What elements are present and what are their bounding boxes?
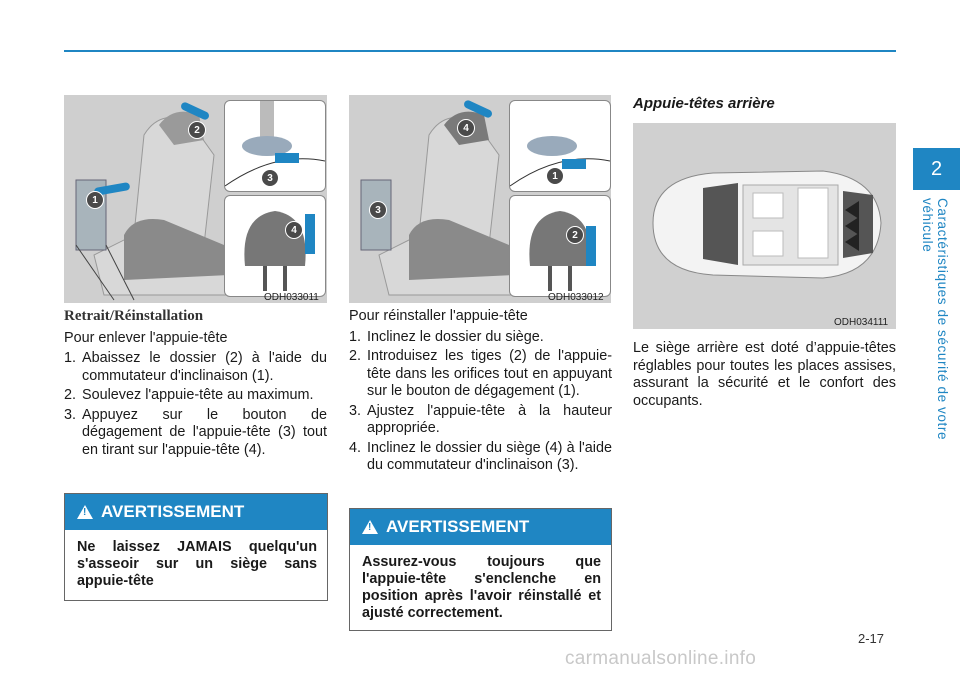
figure-rear-headrests [633, 123, 896, 329]
warning-text: Ne laissez JAMAIS quelqu'un s'asseoir sur un siège sans appuie-tête [77, 539, 317, 589]
header-rule [64, 50, 896, 52]
callout-3: 3 [261, 169, 279, 187]
headrest-inset [509, 195, 611, 297]
steps-list [64, 350, 327, 459]
list-item: 4. Inclinez le dossier du siège (4) à l'aide du commutateur d'inclinaison (3). [349, 439, 612, 473]
figure-headrest-reinstall [349, 95, 611, 303]
warning-box [349, 508, 612, 631]
column-1 [64, 308, 327, 461]
callout-2: 2 [566, 226, 584, 244]
column-3-body [633, 340, 896, 410]
callout-4: 4 [457, 119, 475, 137]
figure-code: ODH033011 [264, 292, 319, 303]
callout-1: 1 [546, 167, 564, 185]
list-item: 2. Soulevez l'appuie-tête au maximum. [64, 387, 314, 403]
push-arrow-icon [562, 159, 586, 169]
column-2 [349, 308, 612, 477]
list-item: 1. Inclinez le dossier du siège. [349, 328, 544, 345]
list-item: 1. Abaissez le dossier (2) à l'aide du commutateur d'inclinaison (1). [64, 350, 327, 384]
list-item: 2. Introduisez les tiges (2) de l'appuie-tête dans les orifices tout en appuyant sur le bouton de dégagement (1). [349, 348, 612, 399]
section-heading: Retrait/Réinstallation [64, 308, 204, 324]
warning-header: ! AVERTISSEMENT [65, 494, 327, 530]
callout-3: 3 [369, 201, 387, 219]
push-arrow-icon [275, 153, 299, 163]
figure-code: ODH033012 [548, 292, 604, 303]
body-text: Le siège arrière est doté d’appuie-têtes réglables pour toutes les places assises, assurant la sécurité et le confort des occupants. [633, 340, 896, 409]
watermark: carmanualsonline.info [565, 648, 757, 669]
warning-icon [77, 505, 93, 519]
figure-code: ODH034111 [834, 317, 889, 328]
column-3 [633, 95, 896, 113]
warning-header: ! AVERTISSEMENT [350, 509, 611, 545]
warning-icon [362, 520, 378, 534]
warning-box [64, 493, 328, 601]
figure-headrest-removal [64, 95, 327, 303]
release-button-inset [509, 100, 611, 192]
warning-text: Assurez-vous toujours que l'appuie-tête s'enclenche en position après l'avoir réinstallé et ajusté correctement. [362, 554, 601, 621]
list-item: 3. Appuyez sur le bouton de dégagement de l'appuie-tête (3) tout en tirant sur l'appuie-tête (4). [64, 406, 327, 458]
callout-2: 2 [188, 121, 206, 139]
release-button-inset [224, 100, 326, 192]
chapter-title: Caractéristiques de sécurité de votre véhicule [920, 198, 950, 441]
chapter-number-tab: 2 [913, 148, 960, 190]
intro-text: Pour enlever l'appuie-tête [64, 329, 228, 346]
intro-text: Pour réinstaller l'appuie-tête [349, 308, 528, 324]
page-number: 2-17 [858, 631, 885, 646]
rear-headrest-arrow-icon [845, 233, 859, 251]
callout-4: 4 [285, 221, 303, 239]
callout-1: 1 [86, 191, 104, 209]
pull-up-arrow-icon [305, 214, 315, 254]
steps-list [349, 329, 612, 475]
push-down-arrow-icon [586, 226, 596, 266]
section-heading: Appuie-têtes arrière [633, 95, 775, 112]
list-item: 3. Ajustez l'appuie-tête à la hauteur appropriée. [349, 402, 612, 436]
headrest-inset [224, 195, 326, 297]
